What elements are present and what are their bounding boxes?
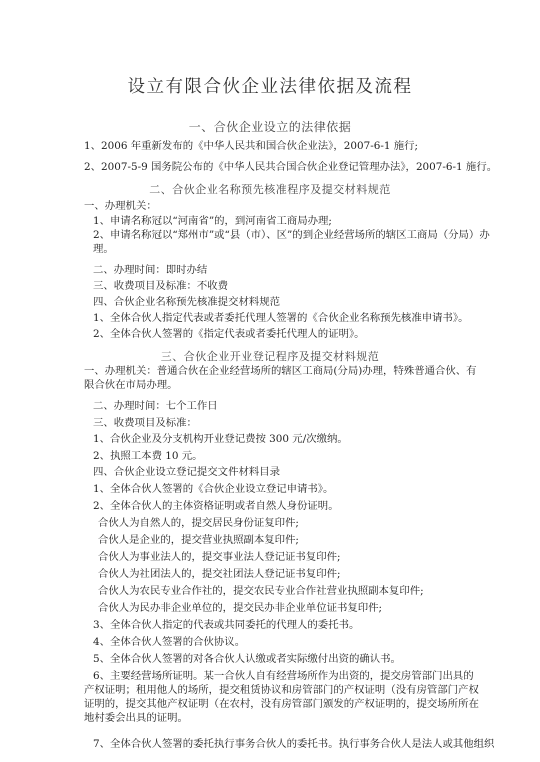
section3-line-19: 7、全体合伙人签署的委托执行事务合伙人的委托书。执行事务合伙人是法人或其他组织 (93, 738, 495, 750)
section3-line-5: 2、执照工本费 10 元。 (93, 450, 203, 462)
document-title: 设立有限合伙企业法律依据及流程 (127, 77, 413, 97)
section2-line-1: 一、办理机关： (84, 200, 157, 212)
section2-line-3: 2、申请名称冠以“郑州市”或“县（市）、区”的到企业经营场所的辖区工商局（分局）办理。 (93, 229, 490, 255)
section3-line-13: 合伙人为农民专业合作社的，提交农民专业合作社营业执照副本复印件; (98, 585, 424, 597)
section3-line-9: 合伙人为自然人的，提交居民身份证复印件; (98, 517, 299, 529)
section1-heading: 一、合伙企业设立的法律依据 (188, 120, 352, 134)
section2-line-5: 三、收费项目及标准：不收费 (93, 280, 229, 292)
section3-line-17: 5、全体合伙人签署的对各合伙人认缴或者实际缴付出资的确认书。 (93, 653, 401, 665)
section3-line-16: 4、全体合伙人签署的合伙协议。 (93, 636, 246, 648)
section3-heading: 三、合伙企业开业登记程序及提交材料规范 (160, 350, 380, 363)
section3-line-1: 一、办理机关：普通合伙在企业经营场所的辖区工商局(分局)办理，特殊普通合伙、有限合伙在市局办理。 (84, 365, 477, 391)
section2-line-2: 1、申请名称冠以“河南省”的，到河南省工商局办理; (93, 215, 332, 227)
section3-line-15: 3、全体合伙人指定的代表或共同委托的代理人的委托书。 (93, 619, 360, 631)
section3-line-4: 1、合伙企业及分支机构开业登记费按 300 元/次缴纳。 (93, 433, 348, 445)
section3-line-10: 合伙人是企业的，提交营业执照副本复印件; (98, 534, 299, 546)
section2-line-6: 四、合伙企业名称预先核准提交材料规范 (93, 296, 281, 308)
section2-line-8: 2、全体合伙人签署的《指定代表或者委托代理人的证明》。 (93, 328, 365, 340)
section1-line-2: 2、2007-5-9 国务院公布的《中华人民共合国合伙企业登记管理办法》，2007-6-1 施行。 (84, 161, 498, 173)
section3-line-6: 四、合伙企业设立登记提交文件材料目录 (93, 466, 281, 478)
section1-line-1: 1、2006 年重新发布的《中华人民共和国合伙企业法》，2007-6-1 施行; (84, 140, 419, 152)
section3-line-8: 2、全体合伙人的主体资格证明或者自然人身份证明。 (93, 500, 339, 512)
section3-line-2: 二、办理时间：七个工作日 (93, 400, 218, 412)
section2-heading: 二、合伙企业名称预先核准程序及提交材料规范 (149, 183, 391, 196)
section3-line-7: 1、全体合伙人签署的《合伙企业设立登记申请书》。 (93, 483, 334, 495)
section2-line-4: 二、办理时间：即时办结 (93, 264, 208, 276)
section3-line-14: 合伙人为民办非企业单位的，提交民办非企业单位证书复印件; (98, 602, 383, 614)
section2-line-7: 1、全体合伙人指定代表或者委托代理人签署的《合伙企业名称预先核准申请书》。 (93, 312, 469, 324)
section3-line-18: 6、主要经营场所证明。某一合伙人自有经营场所作为出资的，提交房管部门出具的产权证明；租用他人的场所，提交租赁协议和房管部门的产权证明（没有房管部门产权证明的，提交其他产权证明（在农村，没有房管部门颁发的产权证明的，提交场所所在地村委会出具的证明。 (84, 670, 479, 724)
section3-line-12: 合伙人为社团法人的，提交社团法人登记证书复印件; (98, 568, 341, 580)
section3-line-3: 三、收费项目及标准： (93, 417, 197, 429)
section3-line-11: 合伙人为事业法人的，提交事业法人登记证书复印件; (98, 551, 341, 563)
